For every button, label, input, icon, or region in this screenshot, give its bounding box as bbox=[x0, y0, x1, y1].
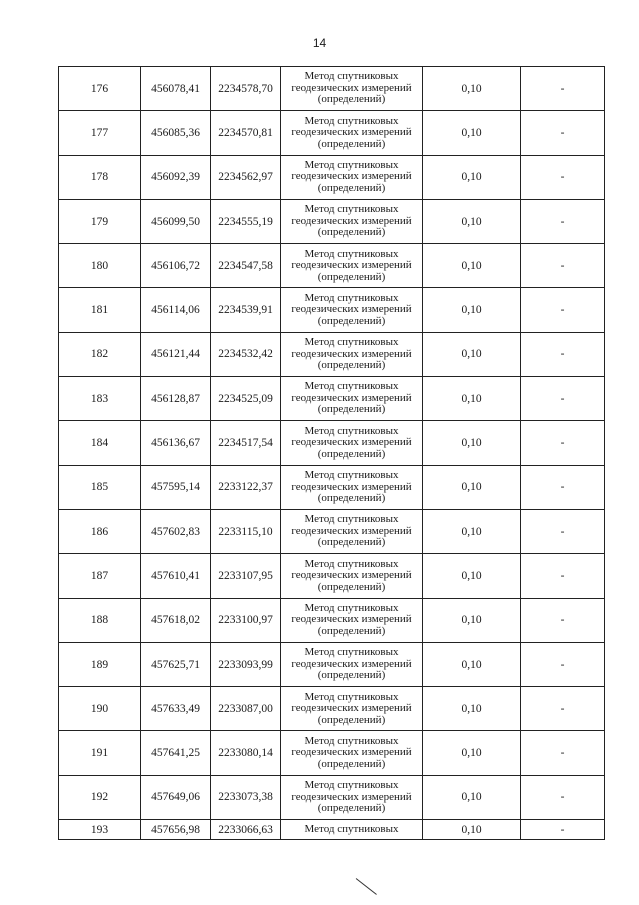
accuracy-cell: 0,10 bbox=[423, 332, 521, 376]
method-line: геодезических измерений bbox=[291, 303, 412, 316]
note-cell: - bbox=[521, 820, 605, 840]
accuracy-cell: 0,10 bbox=[423, 509, 521, 553]
method-line: Метод спутниковых bbox=[304, 734, 399, 747]
table-row bbox=[59, 465, 605, 509]
accuracy-cell: 0,10 bbox=[423, 465, 521, 509]
x-coordinate-cell: 456128,87 bbox=[141, 377, 211, 421]
method-cell bbox=[281, 244, 423, 288]
method-line: (определений) bbox=[317, 403, 386, 416]
method-cell bbox=[281, 288, 423, 332]
x-coordinate-cell: 457641,25 bbox=[141, 731, 211, 775]
method-line: Метод спутниковых bbox=[304, 424, 399, 437]
x-coordinate-cell: 457610,41 bbox=[141, 554, 211, 598]
pen-stroke-mark bbox=[356, 878, 377, 895]
x-coordinate-cell: 456121,44 bbox=[141, 332, 211, 376]
table-row bbox=[59, 509, 605, 553]
note-cell: - bbox=[521, 421, 605, 465]
note-cell: - bbox=[521, 554, 605, 598]
table-row bbox=[59, 288, 605, 332]
note-cell: - bbox=[521, 332, 605, 376]
x-coordinate-cell: 456085,36 bbox=[141, 111, 211, 155]
method-line: (определений) bbox=[317, 359, 386, 372]
accuracy-cell: 0,10 bbox=[423, 775, 521, 819]
x-coordinate-cell: 456114,06 bbox=[141, 288, 211, 332]
x-coordinate-cell: 457618,02 bbox=[141, 598, 211, 642]
note-cell: - bbox=[521, 465, 605, 509]
x-coordinate-cell: 456078,41 bbox=[141, 67, 211, 111]
method-cell bbox=[281, 155, 423, 199]
x-coordinate-cell: 457625,71 bbox=[141, 642, 211, 686]
method-line: Метод спутниковых bbox=[304, 822, 399, 835]
y-coordinate-cell: 2233122,37 bbox=[211, 465, 281, 509]
point-number-cell: 178 bbox=[59, 155, 141, 199]
accuracy-cell: 0,10 bbox=[423, 554, 521, 598]
method-cell bbox=[281, 509, 423, 553]
method-line: Метод спутниковых bbox=[304, 601, 399, 614]
y-coordinate-cell: 2233093,99 bbox=[211, 642, 281, 686]
point-number-cell: 177 bbox=[59, 111, 141, 155]
method-line: геодезических измерений bbox=[291, 81, 412, 94]
note-cell: - bbox=[521, 377, 605, 421]
y-coordinate-cell: 2234578,70 bbox=[211, 67, 281, 111]
accuracy-cell: 0,10 bbox=[423, 111, 521, 155]
method-line: (определений) bbox=[317, 137, 386, 150]
point-number-cell: 181 bbox=[59, 288, 141, 332]
point-number-cell: 183 bbox=[59, 377, 141, 421]
accuracy-cell: 0,10 bbox=[423, 598, 521, 642]
table-row bbox=[59, 377, 605, 421]
x-coordinate-cell: 457649,06 bbox=[141, 775, 211, 819]
method-line: Метод спутниковых bbox=[304, 380, 399, 393]
y-coordinate-cell: 2233066,63 bbox=[211, 820, 281, 840]
point-number-cell: 188 bbox=[59, 598, 141, 642]
method-line: Метод спутниковых bbox=[304, 557, 399, 570]
accuracy-cell: 0,10 bbox=[423, 421, 521, 465]
method-cell bbox=[281, 820, 423, 840]
point-number-cell: 184 bbox=[59, 421, 141, 465]
point-number-cell: 182 bbox=[59, 332, 141, 376]
accuracy-cell: 0,10 bbox=[423, 288, 521, 332]
method-line: Метод спутниковых bbox=[304, 513, 399, 526]
note-cell: - bbox=[521, 244, 605, 288]
method-line: геодезических измерений bbox=[291, 391, 412, 404]
method-cell bbox=[281, 377, 423, 421]
x-coordinate-cell: 456106,72 bbox=[141, 244, 211, 288]
method-line: (определений) bbox=[317, 580, 386, 593]
point-number-cell: 185 bbox=[59, 465, 141, 509]
note-cell: - bbox=[521, 598, 605, 642]
x-coordinate-cell: 457602,83 bbox=[141, 509, 211, 553]
note-cell: - bbox=[521, 731, 605, 775]
method-line: (определений) bbox=[317, 181, 386, 194]
y-coordinate-cell: 2233080,14 bbox=[211, 731, 281, 775]
method-line: (определений) bbox=[317, 226, 386, 239]
y-coordinate-cell: 2234547,58 bbox=[211, 244, 281, 288]
method-line: геодезических измерений bbox=[291, 480, 412, 493]
point-number-cell: 193 bbox=[59, 820, 141, 840]
method-cell bbox=[281, 332, 423, 376]
accuracy-cell: 0,10 bbox=[423, 377, 521, 421]
method-line: геодезических измерений bbox=[291, 214, 412, 227]
accuracy-cell: 0,10 bbox=[423, 731, 521, 775]
method-line: Метод спутниковых bbox=[304, 779, 399, 792]
note-cell: - bbox=[521, 687, 605, 731]
method-line: Метод спутниковых bbox=[304, 158, 399, 171]
table-row bbox=[59, 244, 605, 288]
table-body bbox=[59, 67, 605, 840]
method-cell bbox=[281, 775, 423, 819]
method-line: Метод спутниковых bbox=[304, 336, 399, 349]
method-line: геодезических измерений bbox=[291, 126, 412, 139]
method-line: Метод спутниковых bbox=[304, 690, 399, 703]
method-line: геодезических измерений bbox=[291, 746, 412, 759]
point-number-cell: 180 bbox=[59, 244, 141, 288]
method-cell bbox=[281, 465, 423, 509]
point-number-cell: 187 bbox=[59, 554, 141, 598]
point-number-cell: 179 bbox=[59, 199, 141, 243]
method-cell bbox=[281, 67, 423, 111]
method-line: (определений) bbox=[317, 93, 386, 106]
table-row bbox=[59, 421, 605, 465]
y-coordinate-cell: 2234525,09 bbox=[211, 377, 281, 421]
table-row bbox=[59, 687, 605, 731]
note-cell: - bbox=[521, 642, 605, 686]
method-line: геодезических измерений bbox=[291, 613, 412, 626]
method-line: геодезических измерений bbox=[291, 790, 412, 803]
table-row bbox=[59, 731, 605, 775]
y-coordinate-cell: 2233107,95 bbox=[211, 554, 281, 598]
method-line: (определений) bbox=[317, 757, 386, 770]
method-line: Метод спутниковых bbox=[304, 247, 399, 260]
method-cell bbox=[281, 687, 423, 731]
y-coordinate-cell: 2234532,42 bbox=[211, 332, 281, 376]
method-line: геодезических измерений bbox=[291, 259, 412, 272]
note-cell: - bbox=[521, 111, 605, 155]
accuracy-cell: 0,10 bbox=[423, 67, 521, 111]
method-line: геодезических измерений bbox=[291, 170, 412, 183]
method-line: Метод спутниковых bbox=[304, 291, 399, 304]
method-line: Метод спутниковых bbox=[304, 114, 399, 127]
method-line: Метод спутниковых bbox=[304, 70, 399, 83]
x-coordinate-cell: 457656,98 bbox=[141, 820, 211, 840]
y-coordinate-cell: 2233100,97 bbox=[211, 598, 281, 642]
point-number-cell: 189 bbox=[59, 642, 141, 686]
coordinates-table bbox=[58, 66, 605, 840]
method-line: (определений) bbox=[317, 713, 386, 726]
method-cell bbox=[281, 421, 423, 465]
method-line: Метод спутниковых bbox=[304, 469, 399, 482]
accuracy-cell: 0,10 bbox=[423, 199, 521, 243]
x-coordinate-cell: 457595,14 bbox=[141, 465, 211, 509]
table-row bbox=[59, 155, 605, 199]
table-row bbox=[59, 642, 605, 686]
method-line: геодезических измерений bbox=[291, 569, 412, 582]
method-cell bbox=[281, 642, 423, 686]
accuracy-cell: 0,10 bbox=[423, 155, 521, 199]
method-cell bbox=[281, 598, 423, 642]
note-cell: - bbox=[521, 199, 605, 243]
table-row bbox=[59, 111, 605, 155]
table-row bbox=[59, 332, 605, 376]
note-cell: - bbox=[521, 509, 605, 553]
table-row bbox=[59, 67, 605, 111]
method-line: геодезических измерений bbox=[291, 347, 412, 360]
page-number: 14 bbox=[312, 36, 327, 50]
method-line: Метод спутниковых bbox=[304, 646, 399, 659]
method-line: геодезических измерений bbox=[291, 436, 412, 449]
accuracy-cell: 0,10 bbox=[423, 687, 521, 731]
accuracy-cell: 0,10 bbox=[423, 244, 521, 288]
accuracy-cell: 0,10 bbox=[423, 820, 521, 840]
y-coordinate-cell: 2234555,19 bbox=[211, 199, 281, 243]
method-line: (определений) bbox=[317, 536, 386, 549]
y-coordinate-cell: 2234539,91 bbox=[211, 288, 281, 332]
y-coordinate-cell: 2233115,10 bbox=[211, 509, 281, 553]
method-cell bbox=[281, 199, 423, 243]
point-number-cell: 176 bbox=[59, 67, 141, 111]
note-cell: - bbox=[521, 775, 605, 819]
point-number-cell: 191 bbox=[59, 731, 141, 775]
method-line: (определений) bbox=[317, 669, 386, 682]
table-row bbox=[59, 820, 605, 840]
table-row bbox=[59, 554, 605, 598]
y-coordinate-cell: 2234562,97 bbox=[211, 155, 281, 199]
method-line: (определений) bbox=[317, 624, 386, 637]
table-row bbox=[59, 598, 605, 642]
x-coordinate-cell: 456136,67 bbox=[141, 421, 211, 465]
table-row bbox=[59, 775, 605, 819]
point-number-cell: 192 bbox=[59, 775, 141, 819]
note-cell: - bbox=[521, 155, 605, 199]
y-coordinate-cell: 2233087,00 bbox=[211, 687, 281, 731]
method-line: (определений) bbox=[317, 270, 386, 283]
x-coordinate-cell: 457633,49 bbox=[141, 687, 211, 731]
method-line: (определений) bbox=[317, 314, 386, 327]
note-cell: - bbox=[521, 288, 605, 332]
point-number-cell: 186 bbox=[59, 509, 141, 553]
method-line: геодезических измерений bbox=[291, 702, 412, 715]
method-cell bbox=[281, 554, 423, 598]
accuracy-cell: 0,10 bbox=[423, 642, 521, 686]
method-line: (определений) bbox=[317, 802, 386, 815]
method-line: геодезических измерений bbox=[291, 524, 412, 537]
method-cell bbox=[281, 111, 423, 155]
method-line: геодезических измерений bbox=[291, 657, 412, 670]
y-coordinate-cell: 2234517,54 bbox=[211, 421, 281, 465]
method-line: (определений) bbox=[317, 492, 386, 505]
method-line: Метод спутниковых bbox=[304, 203, 399, 216]
y-coordinate-cell: 2233073,38 bbox=[211, 775, 281, 819]
method-line: (определений) bbox=[317, 447, 386, 460]
method-cell bbox=[281, 731, 423, 775]
table-row bbox=[59, 199, 605, 243]
x-coordinate-cell: 456099,50 bbox=[141, 199, 211, 243]
x-coordinate-cell: 456092,39 bbox=[141, 155, 211, 199]
note-cell: - bbox=[521, 67, 605, 111]
y-coordinate-cell: 2234570,81 bbox=[211, 111, 281, 155]
point-number-cell: 190 bbox=[59, 687, 141, 731]
